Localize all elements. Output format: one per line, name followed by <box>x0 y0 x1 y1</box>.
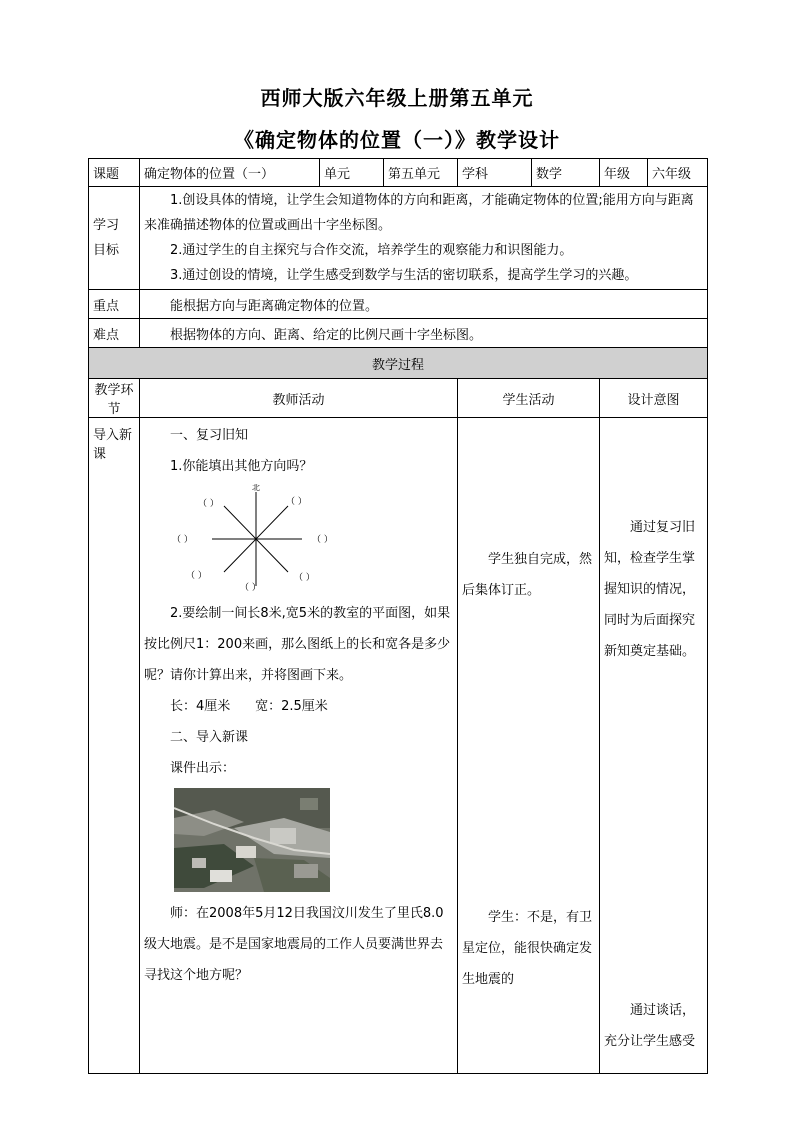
key-point-row <box>89 290 708 319</box>
design-intent-2: 通过谈话，充分让学生感受 <box>604 1003 696 1049</box>
compass-blank-w: （ ） <box>172 535 193 545</box>
earthquake-photo <box>174 788 330 892</box>
col-student-header: 学生活动 <box>458 379 600 418</box>
goals-label-line2: 目标 <box>93 243 120 258</box>
subject-value: 数学 <box>532 159 600 187</box>
goal-item: 2.通过学生的自主探究与合作交流，培养学生的观察能力和识图能力。 <box>170 243 573 258</box>
teacher-activity <box>140 418 458 1074</box>
compass-blank-ne: （ ） <box>286 497 307 507</box>
goals-label-line1: 学习 <box>93 218 120 233</box>
intro-heading: 二、导入新课 <box>170 730 249 745</box>
design-intent-1: 通过复习旧知，检查学生掌握知识的情况，同时为后面探究新知奠定基础。 <box>604 520 696 659</box>
design-intent <box>600 418 708 1074</box>
compass-blank-sw: （ ） <box>186 571 207 581</box>
compass-blank-e: （ ） <box>312 535 333 545</box>
col-stage-header: 教学环节 <box>89 379 140 418</box>
teacher-talk: 师：在2008年5月12日我国汶川发生了里氏8.0级大地震。是不是国家地震局的工作人员要满世界去寻找这个地方呢？ <box>144 906 444 983</box>
goal-item: 1.创设具体的情境，让学生会知道物体的方向和距离，才能确定物体的位置;能用方向与距离来准确描述物体的位置或画出十字坐标图。 <box>144 193 694 233</box>
unit-value: 第五单元 <box>384 159 458 187</box>
difficulty-label: 难点 <box>89 319 140 348</box>
goals-content <box>140 187 708 290</box>
answer: 长：4厘米 宽：2.5厘米 <box>170 699 328 714</box>
question-1: 1.你能填出其他方向吗？ <box>170 459 313 474</box>
goal-item: 3.通过创设的情境，让学生感受到数学与生活的密切联系，提高学生学习的兴趣。 <box>170 268 638 283</box>
topic-value: 确定物体的位置（一） <box>140 159 320 187</box>
process-columns-row <box>89 379 708 418</box>
stage-row <box>89 418 708 1074</box>
difficulty-row <box>89 319 708 348</box>
review-heading: 一、复习旧知 <box>170 428 249 443</box>
goals-row <box>89 187 708 290</box>
process-heading: 教学过程 <box>89 348 708 379</box>
compass-blank-nw: （ ） <box>198 499 219 509</box>
student-answer-1: 学生独自完成，然后集体订正。 <box>462 552 593 598</box>
document-title-line2: 《确定物体的位置（一）》教学设计 <box>234 128 560 152</box>
goals-label <box>89 187 140 290</box>
subject-label: 学科 <box>458 159 532 187</box>
key-point-label: 重点 <box>89 290 140 319</box>
compass-north-label: 北 <box>252 484 260 492</box>
grade-value: 六年级 <box>648 159 708 187</box>
process-heading-row <box>89 348 708 379</box>
col-teacher-header: 教师活动 <box>140 379 458 418</box>
grade-label: 年级 <box>600 159 648 187</box>
question-2: 2.要绘制一间长8米,宽5米的教室的平面图，如果按比例尺1：200来画，那么图纸上的长和宽各是多少呢？请你计算出来，并将图画下来。 <box>144 606 451 683</box>
document-title-line1: 西师大版六年级上册第五单元 <box>260 86 534 110</box>
compass-diagram <box>172 484 362 594</box>
lesson-plan-table <box>88 158 708 1074</box>
col-intent-header: 设计意图 <box>600 379 708 418</box>
difficulty-text: 根据物体的方向、距离、给定的比例尺画十字坐标图。 <box>140 319 708 348</box>
student-activity <box>458 418 600 1074</box>
compass-blank-s: （ ） <box>240 583 261 593</box>
student-answer-2: 学生：不是，有卫星定位，能很快确定发生地震的 <box>462 910 593 987</box>
topic-label: 课题 <box>89 159 140 187</box>
info-row <box>89 159 708 187</box>
unit-label: 单元 <box>320 159 384 187</box>
key-point-text: 能根据方向与距离确定物体的位置。 <box>140 290 708 319</box>
stage-name: 导入新课 <box>89 418 140 1074</box>
courseware-label: 课件出示： <box>170 761 236 776</box>
compass-blank-se: （ ） <box>294 573 315 583</box>
